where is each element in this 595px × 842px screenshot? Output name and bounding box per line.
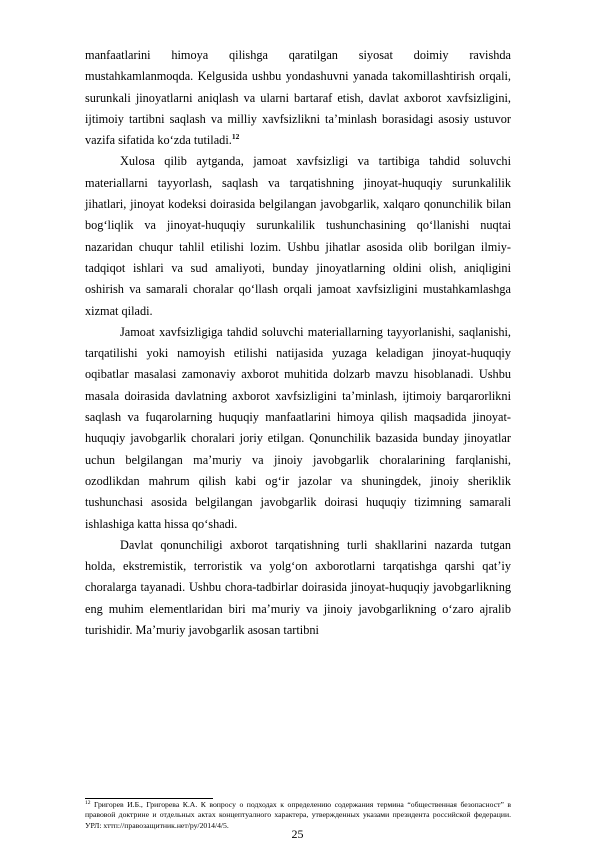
paragraph: [85, 151, 511, 321]
page-number: 25: [291, 827, 304, 841]
paragraph-text: Xulosa qilib aytganda, jamoat xavfsizligi va tartibiga tahdid soluvchi materiallarni tayyorlash, saqlash va tarqatishning jinoyat-huquqiy surunkalilik jihatlari, jinoyat kodeksi doirasida belgilangan javobgarlik, xalqaro qonunchilik bilan bog‘liqlik va jinoyat-huquqiy surunkalilik tushunchasining qo‘llanishi nuqtai nazaridan chuqur tahlil etilishi lozim. Ushbu jihatlar asosida olib borilgan ilmiy-tadqiqot ishlari va sud amaliyoti, bunday jinoyatlarning oldini olish, aniqligini oshirish va samarali choralar qo‘llash orqali jamoat xavfsizligini mustahkamlashga xizmat qiladi.: [85, 154, 511, 318]
paragraph-text: Davlat qonunchiligi axborot tarqatishning turli shakllarini nazarda tutgan holda, ekstremistik, terroristik va yolg‘on axborotlarni tarqatishga qarshi qat’iy choralarga tayanadi. Ushbu chora-tadbirlar doirasida jinoyat-huquqiy javobgarlikning eng muhim elementlaridan biri ma’muriy va jinoiy javobgarlikning o‘zaro ajralib turishidir. Ma’muriy javobgarlik asosan tartibni: [85, 537, 511, 638]
paragraph: [85, 45, 511, 151]
footnote-divider: [85, 798, 213, 799]
footnote-number: 12: [85, 800, 91, 806]
paragraph: [85, 322, 511, 535]
body-text: [85, 45, 511, 641]
footnote-text: Григорев И.Б., Григорева К.А. К вопросу о подходах к определению содержания термина “общественная безопасност” в правовой доктрине и отдельных актах концептуалного характера, утвержденных указами президента российской федерации. УРЛ: хттп://правозащитник.нет/ру/2014/4/5.: [85, 800, 512, 830]
paragraph-text: manfaatlarini himoya qilishga qaratilgan siyosat doimiy ravishda mustahkamlanmoqda. Kelgusida ushbu yondashuvni yanada takomillashtirish orqali, surunkali jinoyatlarni aniqlash va ularni bartaraf etish, davlat axborot xavfsizligini, ijtimoiy tartibni saqlash va milliy xavfsizlikni ta’minlash borasidagi asosiy ustuvor vazifa sifatida ko‘zda tutiladi.: [85, 48, 511, 148]
paragraph: [85, 535, 511, 641]
paragraph-text: Jamoat xavfsizligiga tahdid soluvchi materiallarning tayyorlanishi, saqlanishi, tarqatilishi yoki namoyish etilishi natijasida yuzaga keladigan jinoyat-huquqiy oqibatlar masalasi zamonaviy axborot muhitida dolzarb mavzu hisoblanadi. Ushbu masala doirasida davlatning axborot xavfsizligini ta’minlash, ijtimoiy barqarorlikni saqlash va fuqarolarning huquqiy manfaatlarini himoya qilish maqsadida jinoyat-huquqiy javobgarlik choralari joriy etilgan. Qonunchilik bazasida bunday jinoyatlar uchun belgilangan ma’muriy va jinoiy javobgarlik choralarining farqlanishi, ozodlikdan mahrum qilish kabi og‘ir jazolar va shuningdek, jinoiy sheriklik tushunchasi asosida belgilangan javobgarlik doirasi huquqiy tizimning samarali ishlashiga katta hissa qo‘shadi.: [85, 324, 511, 531]
footnote-reference: 12: [231, 132, 240, 142]
